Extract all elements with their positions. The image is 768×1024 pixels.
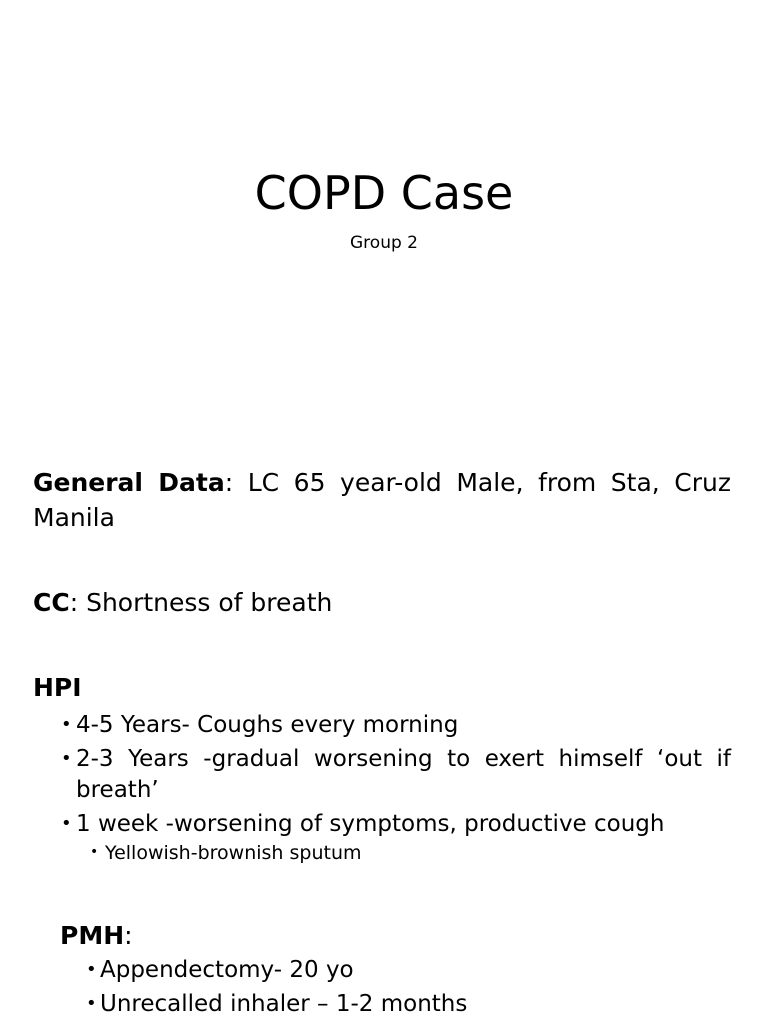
pmh-item: • Unrecalled inhaler – 1-2 months [60, 989, 740, 1020]
hpi-sublist [33, 843, 731, 863]
hpi-item: • 4-5 Years- Coughs every morning [33, 710, 731, 741]
hpi-sublist-clip [33, 843, 731, 863]
general-data-label: General Data [33, 468, 225, 497]
hpi-heading: HPI [33, 673, 82, 702]
pmh-list [60, 955, 740, 1020]
chief-complaint-paragraph [33, 585, 731, 620]
pmh-item: • Appendectomy- 20 yo [60, 955, 740, 986]
pmh-section [60, 955, 740, 1023]
hpi-subitem: • Yellowish-brownish sputum [33, 843, 731, 863]
general-data-text: : LC 65 year-old Male, from Sta, Cruz Manila [33, 468, 731, 532]
pmh-label: PMH [60, 921, 125, 950]
hpi-section [33, 710, 731, 863]
hpi-item: • 1 week -worsening of symptoms, productive cough [33, 809, 731, 840]
cc-text: : Shortness of breath [69, 588, 333, 617]
general-data-paragraph [33, 465, 731, 535]
hpi-item: • 2-3 Years -gradual worsening to exert himself ‘out if breath’ [33, 744, 731, 806]
title-slide [0, 0, 768, 420]
case-details-slide [0, 420, 768, 1024]
hpi-list [33, 710, 731, 840]
slide-title: COPD Case [254, 166, 514, 220]
pmh-heading [60, 918, 720, 953]
slide-subtitle: Group 2 [350, 233, 418, 253]
cc-label: CC [33, 588, 70, 617]
pmh-colon: : [124, 921, 133, 950]
